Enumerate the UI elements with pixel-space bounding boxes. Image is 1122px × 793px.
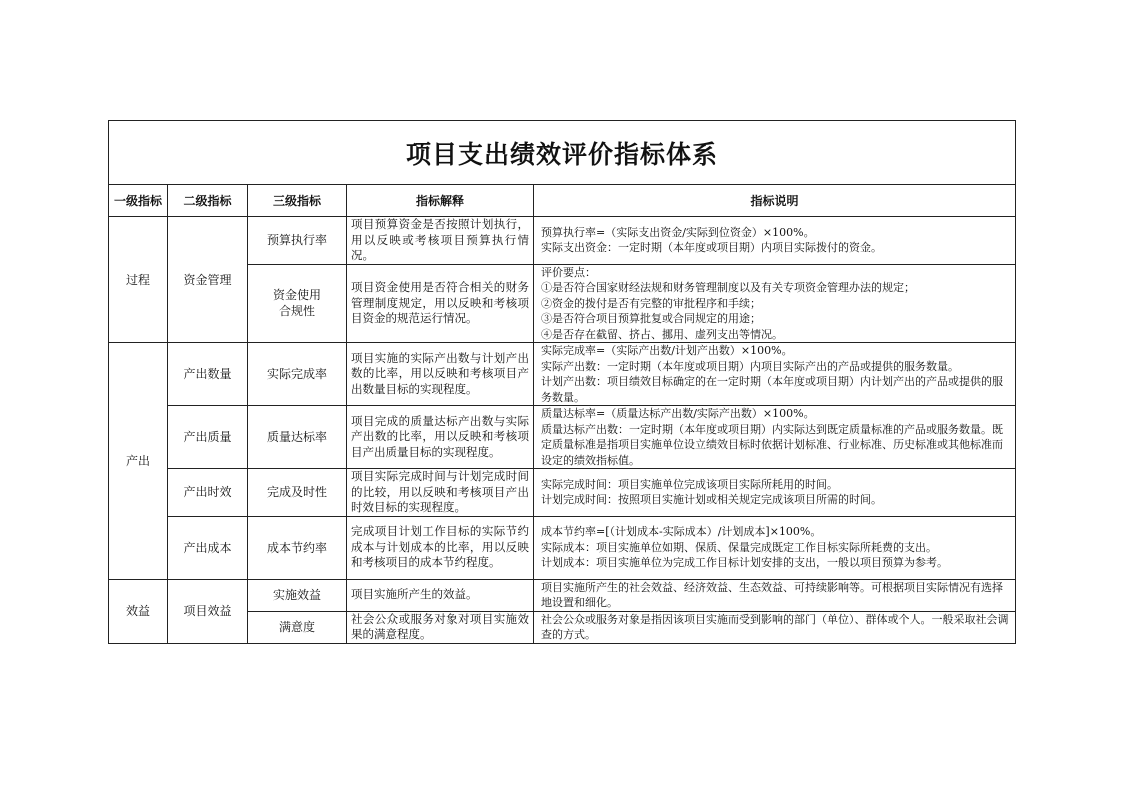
level3-cell: 预算执行率 — [248, 217, 347, 265]
table-row — [109, 406, 1016, 469]
note-line: ④是否存在截留、挤占、挪用、虚列支出等情况。 — [541, 327, 783, 341]
note-line: ②资金的拨付是否有完整的审批程序和手续； — [541, 296, 761, 310]
note-line: 实际产出数：一定时期（本年度或项目期）内项目实际产出的产品或提供的服务数量。 — [541, 359, 959, 373]
level3-text: 资金使用合规性 — [272, 288, 321, 319]
table-row — [109, 579, 1016, 611]
explain-cell: 项目完成的质量达标产出数与实际产出数的比率，用以反映和考核项目产出质量目标的实现程度。 — [347, 406, 534, 469]
note-cell — [534, 516, 1016, 579]
note-line: 评价要点： — [541, 265, 596, 279]
indicator-table — [108, 120, 1016, 644]
explain-cell: 项目实施的实际产出数与计划产出数的比率，用以反映和考核项目产出数量目标的实现程度。 — [347, 343, 534, 406]
level2-cell: 项目效益 — [168, 579, 248, 643]
note-cell — [534, 264, 1016, 343]
explain-cell: 社会公众或服务对象对项目实施效果的满意程度。 — [347, 611, 534, 643]
note-cell — [534, 579, 1016, 611]
group-output: 产出 — [109, 343, 168, 580]
note-line: 社会公众或服务对象是指因该项目实施而受到影响的部门（单位）、群体或个人。一般采取社会调查的方式。 — [541, 612, 1009, 641]
table-row — [109, 217, 1016, 265]
level2-cell: 产出成本 — [168, 516, 248, 579]
note-line: 计划完成时间：按照项目实施计划或相关规定完成该项目所需的时间。 — [541, 493, 882, 507]
header-note: 指标说明 — [534, 185, 1016, 217]
note-line: 计划产出数：项目绩效目标确定的在一定时期（本年度或项目期）内计划产出的产品或提供的服务数量。 — [541, 375, 1003, 404]
header-level3: 三级指标 — [248, 185, 347, 217]
note-line: 实际成本：项目实施单位如期、保质、保量完成既定工作目标实际所耗费的支出。 — [541, 540, 937, 554]
note-cell — [534, 469, 1016, 517]
level3-cell: 满意度 — [248, 611, 347, 643]
level2-cell: 产出质量 — [168, 406, 248, 469]
table-title: 项目支出绩效评价指标体系 — [109, 121, 1016, 185]
level2-cell: 产出数量 — [168, 343, 248, 406]
note-cell — [534, 217, 1016, 265]
header-level1: 一级指标 — [109, 185, 168, 217]
group-process: 过程 — [109, 217, 168, 343]
note-cell — [534, 343, 1016, 406]
note-line: 预算执行率=（实际支出资金/实际到位资金）×100%。 — [541, 225, 815, 239]
level2-cell: 产出时效 — [168, 469, 248, 517]
header-level2: 二级指标 — [168, 185, 248, 217]
note-line: ③是否符合项目预算批复或合同规定的用途； — [541, 312, 761, 325]
explain-cell: 项目实施所产生的效益。 — [347, 579, 534, 611]
note-line: 成本节约率=[（计划成本-实际成本）/计划成本]×100%。 — [541, 525, 822, 539]
header-explain: 指标解释 — [347, 185, 534, 217]
level3-cell: 实际完成率 — [248, 343, 347, 406]
note-line: ①是否符合国家财经法规和财务管理制度以及有关专项资金管理办法的规定； — [541, 281, 915, 294]
header-row — [109, 185, 1016, 217]
level3-cell — [248, 264, 347, 343]
note-line: 实际完成率=（实际产出数/计划产出数）×100%。 — [541, 344, 793, 357]
note-line: 质量达标率=（质量达标产出数/实际产出数）×100%。 — [541, 407, 815, 420]
level3-cell: 成本节约率 — [248, 516, 347, 579]
note-cell — [534, 406, 1016, 469]
explain-cell: 项目预算资金是否按照计划执行，用以反映或考核项目预算执行情况。 — [347, 217, 534, 265]
note-line: 项目实施所产生的社会效益、经济效益、生态效益、可持续影响等。可根据项目实际情况有选择地设置和细化。 — [541, 580, 1003, 609]
note-line: 质量达标产出数：一定时期（本年度或项目期）内实际达到既定质量标准的产品或服务数量。既定质量标准是指项目实施单位设立绩效目标时依据计划标准、行业标准、历史标准或其他标准而设定的绩效指标值。 — [541, 422, 1003, 467]
explain-cell: 项目资金使用是否符合相关的财务管理制度规定，用以反映和考核项目资金的规范运行情况。 — [347, 264, 534, 343]
note-cell — [534, 611, 1016, 643]
table-row — [109, 469, 1016, 517]
group-benefit: 效益 — [109, 579, 168, 643]
explain-cell: 项目实际完成时间与计划完成时间的比较，用以反映和考核项目产出时效目标的实现程度。 — [347, 469, 534, 517]
level3-cell: 实施效益 — [248, 579, 347, 611]
level2-cell: 资金管理 — [168, 217, 248, 343]
note-line: 计划成本：项目实施单位为完成工作目标计划安排的支出，一般以项目预算为参考。 — [541, 556, 948, 570]
level3-cell: 完成及时性 — [248, 469, 347, 517]
explain-cell: 完成项目计划工作目标的实际节约成本与计划成本的比率，用以反映和考核项目的成本节约程度。 — [347, 516, 534, 579]
note-line: 实际支出资金：一定时期（本年度或项目期）内项目实际拨付的资金。 — [541, 241, 882, 255]
note-line: 实际完成时间：项目实施单位完成该项目实际所耗用的时间。 — [541, 477, 838, 491]
level3-cell: 质量达标率 — [248, 406, 347, 469]
table-row — [109, 516, 1016, 579]
table-row — [109, 343, 1016, 406]
